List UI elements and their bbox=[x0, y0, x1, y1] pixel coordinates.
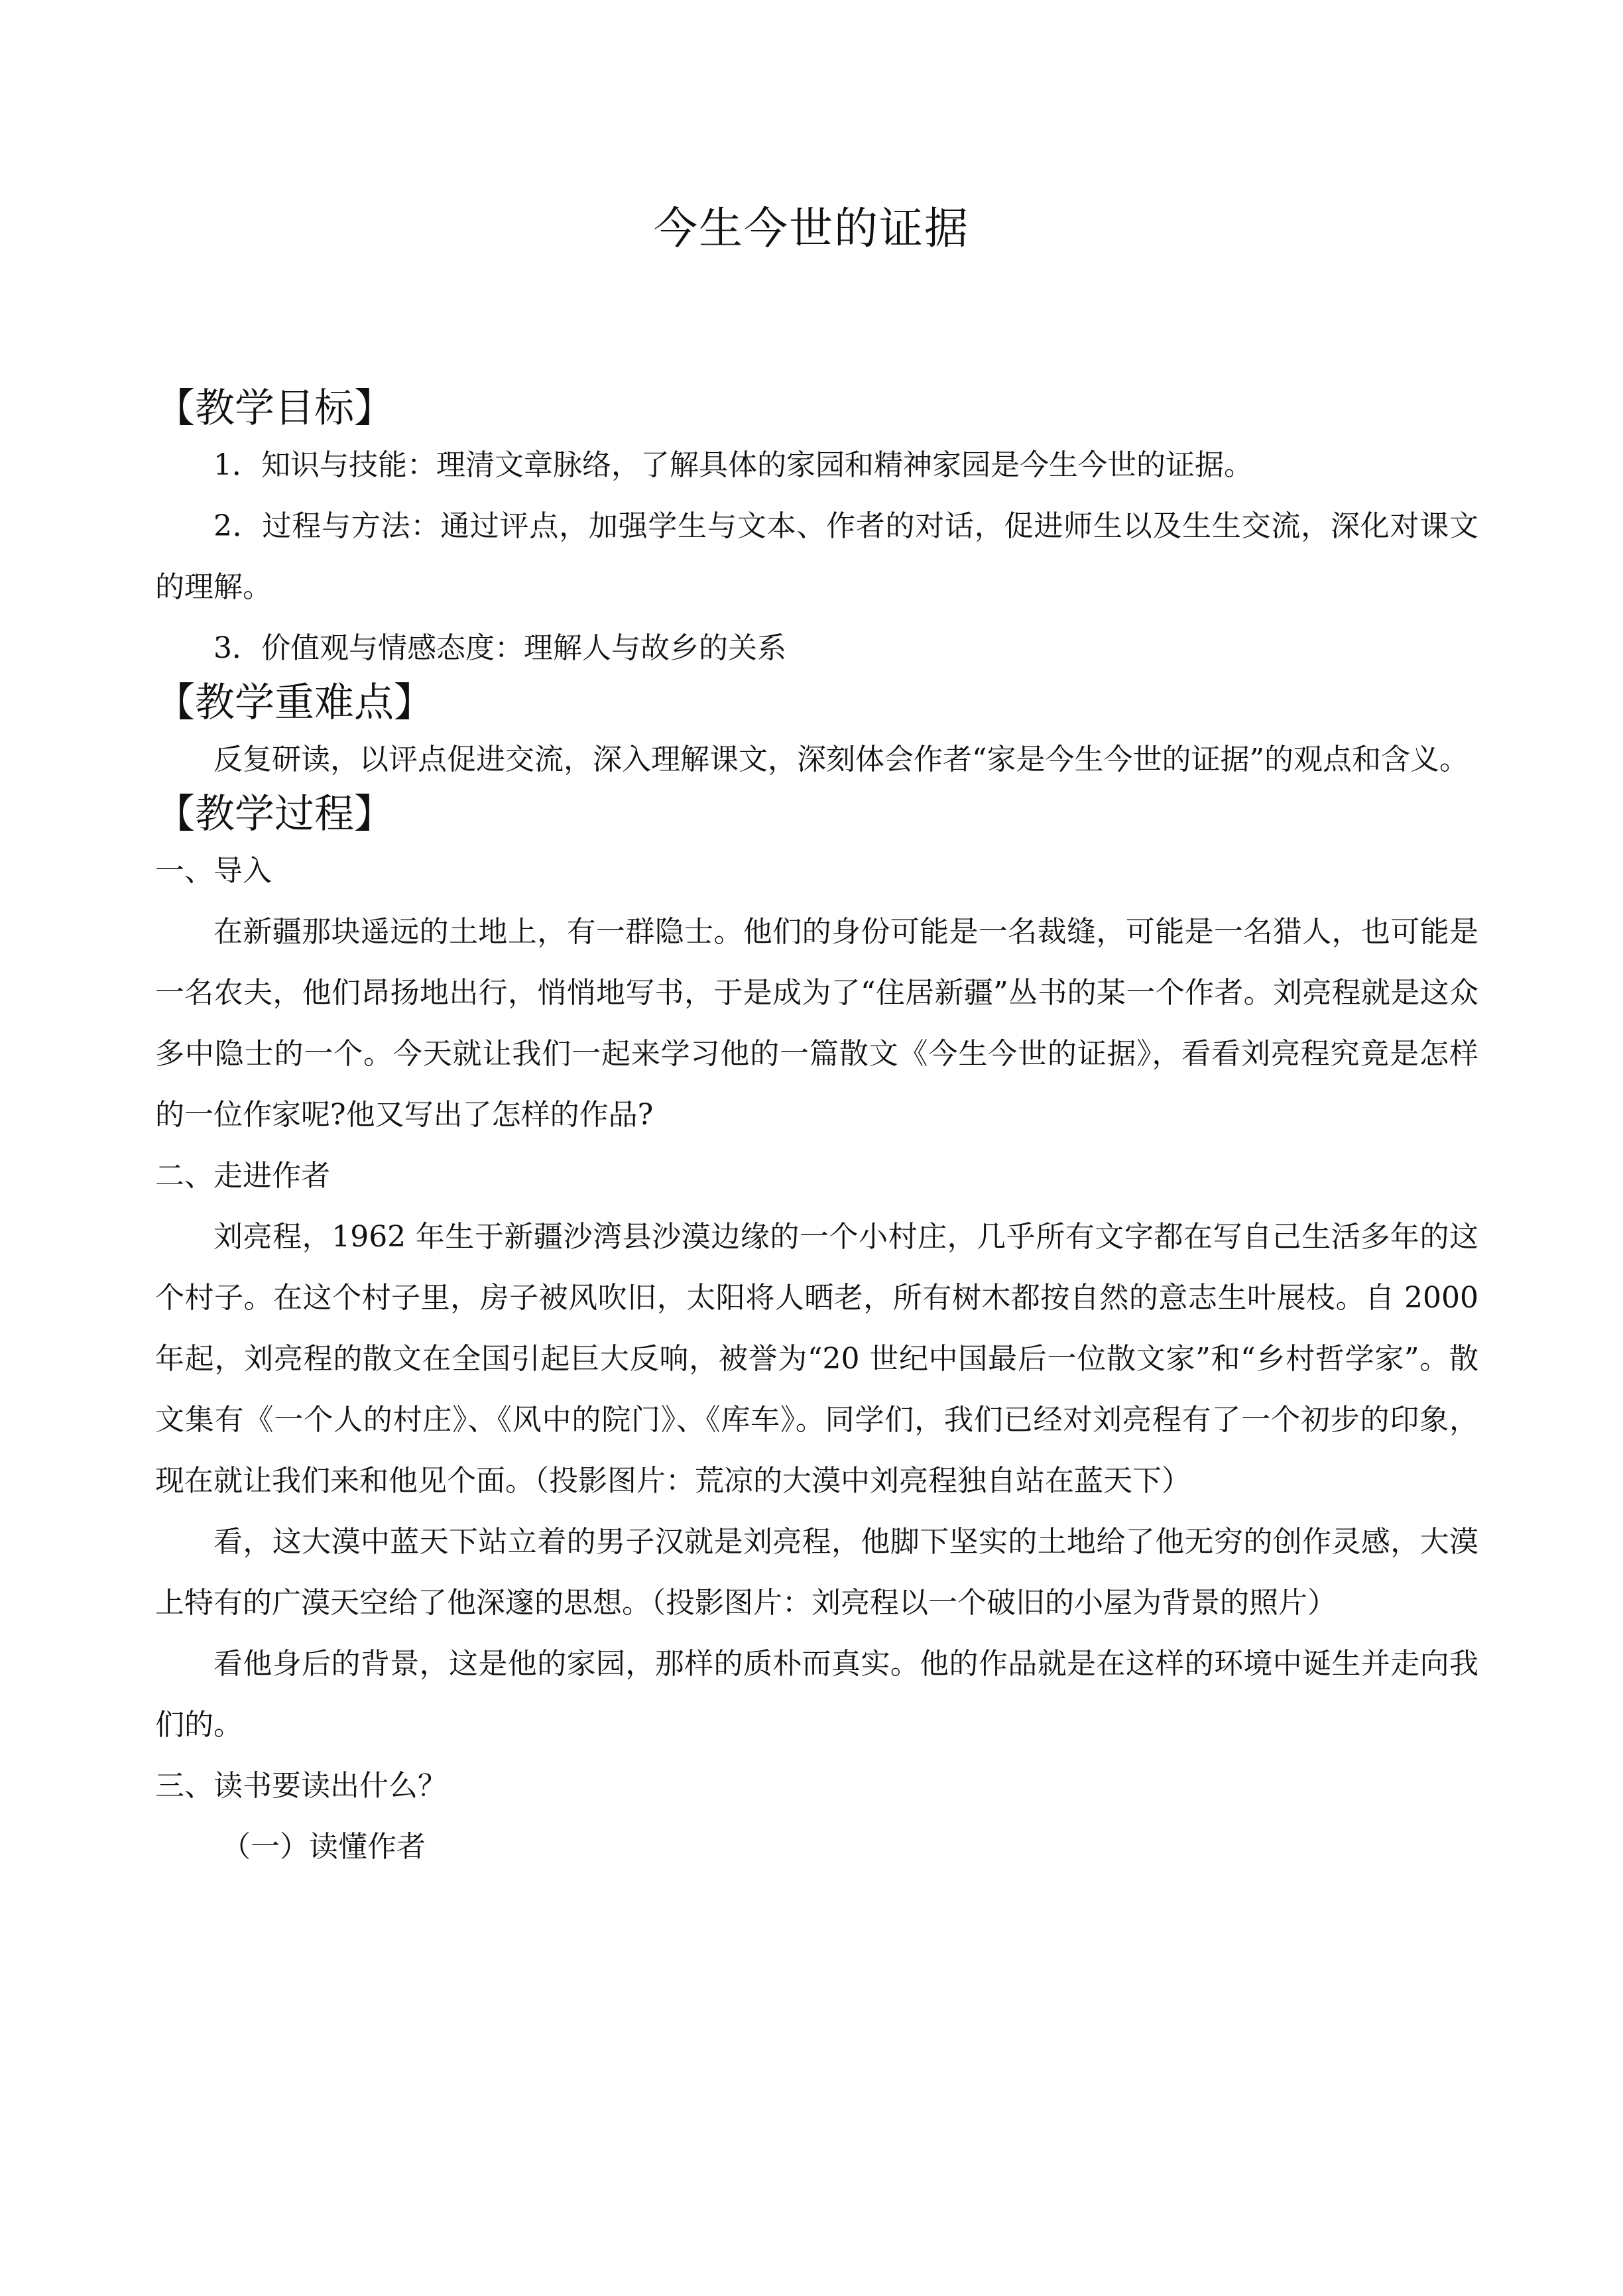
part2-heading: 二、走进作者 bbox=[155, 1159, 330, 1193]
document-title: 今生今世的证据 bbox=[654, 203, 969, 254]
part1-text: 在新疆那块遥远的土地上，有一群隐士。他们的身份可能是一名裁缝，可能是一名猎人，也可能是一名农夫，他们昂扬地出行，悄悄地写书，于是成为了“住居新疆”丛书的某一个作者。刘亮程就是这众多中隐士的一个。今天就让我们一起来学习他的一篇散文《今生今世的证据》，看看刘亮程究竟是怎样的一位作家呢?他又写出了怎样的作品? bbox=[155, 915, 1478, 1132]
objectives-heading: 【教学目标】 bbox=[155, 385, 394, 432]
part2-paragraph-3: 看他身后的背景，这是他的家园，那样的质朴而真实。他的作品就是在这样的环境中诞生并走向我们的。 bbox=[155, 1647, 1478, 1742]
objective-item-1: 1．知识与技能：理清文章脉络，了解具体的家园和精神家园是今生今世的证据。 bbox=[213, 448, 1253, 482]
part2-paragraph-2: 看，这大漠中蓝天下站立着的男子汉就是刘亮程，他脚下坚实的土地给了他无穷的创作灵感，大漠上特有的广漠天空给了他深邃的思想。（投影图片：刘亮程以一个破旧的小屋为背景的照片） bbox=[155, 1525, 1478, 1620]
part1-heading: 一、导入 bbox=[155, 854, 272, 888]
document-body bbox=[155, 385, 1478, 1878]
part2-paragraph-1: 刘亮程，1962 年生于新疆沙湾县沙漠边缘的一个小村庄，几乎所有文字都在写自己生活多年的这个村子。在这个村子里，房子被风吹旧，太阳将人晒老，所有树木都按自然的意志生叶展枝。自 2000 年起，刘亮程的散文在全国引起巨大反响，被誉为“20 世纪中国最后一位散文家”和“乡村哲学家”。散文集有《一个人的村庄》、《风中的院门》、《库车》。同学们，我们已经对刘亮程有了一个初步的印象，现在就让我们来和他见个面。（投影图片：荒凉的大漠中刘亮程独自站在蓝天下） bbox=[155, 1220, 1478, 1498]
process-heading: 【教学过程】 bbox=[155, 791, 394, 837]
part3-sub1: （一）读懂作者 bbox=[221, 1830, 426, 1864]
part3-heading: 三、读书要读出什么？ bbox=[155, 1769, 447, 1803]
key-points-heading: 【教学重难点】 bbox=[155, 680, 434, 726]
objective-item-3: 3．价值观与情感态度：理解人与故乡的关系 bbox=[213, 631, 786, 665]
objective-item-2: 2．过程与方法：通过评点，加强学生与文本、作者的对话，促进师生以及生生交流，深化对课文的理解。 bbox=[155, 509, 1478, 604]
key-points-text: 反复研读，以评点促进交流，深入理解课文，深刻体会作者“家是今生今世的证据”的观点和含义。 bbox=[213, 743, 1469, 776]
